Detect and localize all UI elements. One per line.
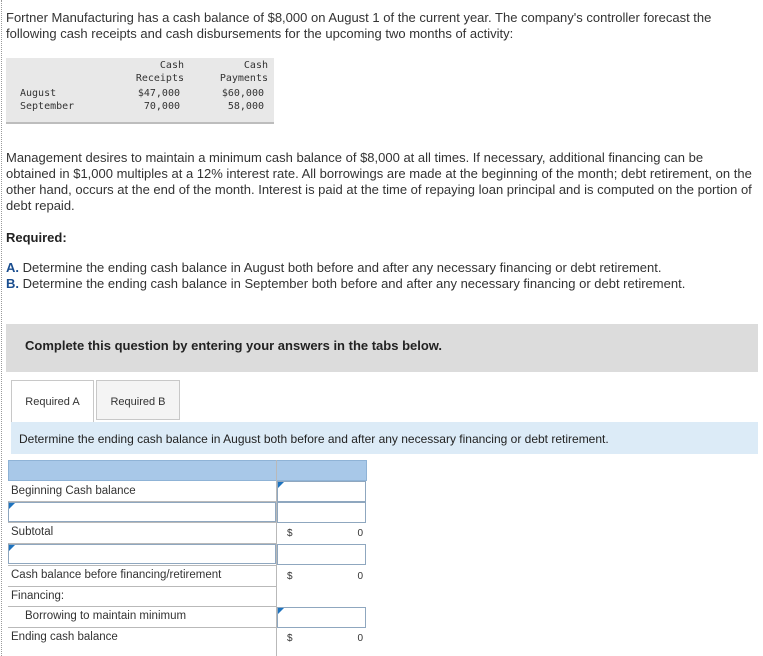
input-marker-icon <box>9 503 15 509</box>
answer-table <box>8 460 367 656</box>
label-borrowing: Borrowing to maintain minimum <box>25 610 187 622</box>
label-subtotal: Subtotal <box>11 526 54 538</box>
input-marker-icon <box>9 545 15 551</box>
ending-cash-value <box>277 628 366 649</box>
tab-instruction <box>11 422 758 454</box>
currency-symbol: $ <box>287 633 293 644</box>
receipts-header-line2: Receipts <box>135 73 184 84</box>
before-financing-value <box>277 566 366 587</box>
instruction-text: Determine the ending cash balance in August both before and after any necessary financing or debt retirement. <box>19 432 609 446</box>
label-ending-cash: Ending cash balance <box>11 631 118 643</box>
banner-text: Complete this question by entering your answers in the tabs below. <box>25 338 443 353</box>
label-before-financing: Cash balance before financing/retirement <box>11 569 222 581</box>
line-item-label-input[interactable] <box>8 544 276 564</box>
payments-header-line1: Cash <box>243 60 268 71</box>
policy-text: Management desires to maintain a minimum cash balance of $8,000 at all times. If necessary, additional financing can be obtained in $1,000 multiples at a 12% interest rate. All borrowings are made at the beginning of the month; debt retirement, on the other hand, occurs at the end of the month. Interest is paid at the time of repaying loan principal and is computed on the portion of debt repaid. <box>6 150 752 213</box>
currency-symbol: $ <box>287 528 293 539</box>
line-item-amount-input[interactable] <box>277 544 366 565</box>
given-row-month: September <box>20 101 75 112</box>
given-row-receipts: $47,000 <box>137 88 180 99</box>
requirement-letter: B. <box>6 276 19 291</box>
row-divider <box>8 627 277 628</box>
line-item-label-input[interactable] <box>8 502 276 522</box>
beginning-cash-input[interactable] <box>277 481 366 502</box>
row-divider <box>8 586 277 587</box>
intro-text: Fortner Manufacturing has a cash balance of $8,000 on August 1 of the current year. The company's controller forecast the following cash receipts and cash disbursements for the upcoming two months of activity: <box>6 10 712 41</box>
row-divider <box>8 606 277 607</box>
payments-header-line2: Payments <box>219 73 268 84</box>
label-financing: Financing: <box>11 590 65 602</box>
ending-cash-amount: 0 <box>357 633 363 644</box>
given-row-payments: 58,000 <box>227 101 264 112</box>
requirement-text: Determine the ending cash balance in September both before and after any necessary financing or debt retirement. <box>22 276 686 291</box>
requirement-text: Determine the ending cash balance in August both before and after any necessary financing or debt retirement. <box>22 260 662 275</box>
requirement-a <box>6 260 661 275</box>
before-financing-amount: 0 <box>357 571 363 582</box>
subtotal-value <box>277 523 366 544</box>
tab-label: Required B <box>110 396 166 408</box>
row-divider <box>8 565 277 566</box>
requirement-b <box>6 276 685 291</box>
borrowing-input[interactable] <box>277 607 366 628</box>
given-row-payments: $60,000 <box>221 88 264 99</box>
left-dotted-border <box>1 0 2 656</box>
given-row-receipts: 70,000 <box>143 101 180 112</box>
tab-label: Required A <box>25 396 80 408</box>
subtotal-amount: 0 <box>357 528 363 539</box>
currency-symbol: $ <box>287 571 293 582</box>
tab-required-b[interactable] <box>96 380 180 420</box>
tab-required-a[interactable] <box>11 380 94 422</box>
instructions-banner <box>6 324 758 372</box>
receipts-header-line1: Cash <box>159 60 184 71</box>
input-marker-icon <box>278 482 284 488</box>
table-header <box>8 460 367 481</box>
given-data-table <box>6 58 274 124</box>
requirement-letter: A. <box>6 260 19 275</box>
row-divider <box>8 522 277 523</box>
required-heading: Required: <box>6 230 67 245</box>
line-item-amount-input[interactable] <box>277 502 366 523</box>
input-marker-icon <box>278 608 284 614</box>
label-beginning-cash: Beginning Cash balance <box>11 485 136 497</box>
given-row-month: August <box>20 88 57 99</box>
